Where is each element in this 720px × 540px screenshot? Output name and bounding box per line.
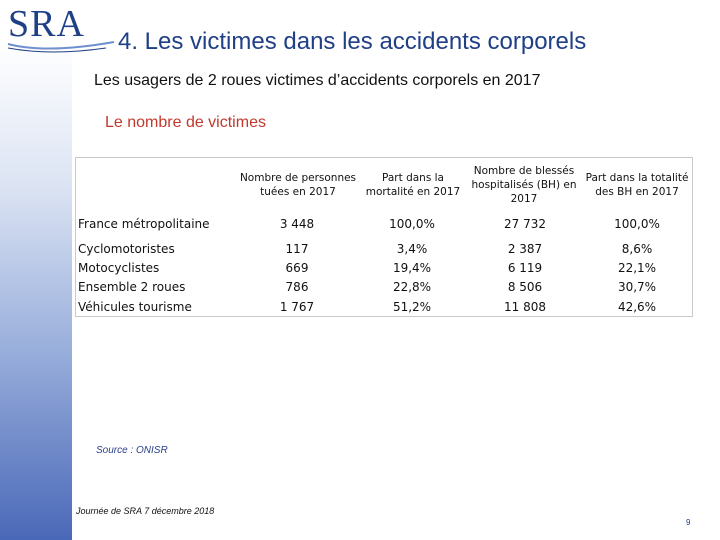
header-killed: Nombre de personnes tuées en 2017 — [239, 172, 357, 198]
cell-france-mortality: 100,0% — [389, 217, 435, 231]
source-note: Source : ONISR — [96, 445, 168, 456]
header-hospitalized-share: Part dans la totalité des BH en 2017 — [585, 172, 689, 198]
cell-2roues-hospitalized: 8 506 — [507, 280, 543, 294]
logo-swoosh-icon — [6, 34, 116, 54]
slide-subtitle: Les usagers de 2 roues victimes d’accidents corporels en 2017 — [94, 72, 541, 89]
cell-vt-killed: 1 767 — [279, 300, 315, 314]
section-title: Le nombre de victimes — [105, 114, 266, 131]
sra-logo — [6, 4, 116, 54]
cell-france-hospitalized: 27 732 — [504, 217, 546, 231]
row-label-france: France métropolitaine — [78, 217, 210, 231]
cell-moto-bh-share: 22,1% — [617, 261, 657, 275]
cell-vt-mortality: 51,2% — [392, 300, 432, 314]
cell-2roues-mortality: 22,8% — [392, 280, 432, 294]
sidebar-gradient — [0, 0, 72, 540]
cell-vt-hospitalized: 11 808 — [504, 300, 546, 314]
footer-text: Journée de SRA 7 décembre 2018 — [76, 506, 215, 516]
cell-cyclo-mortality: 3,4% — [396, 242, 428, 256]
row-label-vehicules-tourisme: Véhicules tourisme — [78, 300, 192, 314]
cell-france-killed: 3 448 — [279, 217, 315, 231]
cell-vt-bh-share: 42,6% — [617, 300, 657, 314]
cell-moto-killed: 669 — [285, 261, 309, 275]
slide-title: 4. Les victimes dans les accidents corporels — [118, 28, 587, 55]
row-label-cyclomotoristes: Cyclomotoristes — [78, 242, 175, 256]
cell-moto-mortality: 19,4% — [392, 261, 432, 275]
page-number: 9 — [686, 518, 691, 527]
cell-moto-hospitalized: 6 119 — [507, 261, 543, 275]
cell-france-bh-share: 100,0% — [614, 217, 660, 231]
cell-2roues-killed: 786 — [285, 280, 309, 294]
logo-text: SRA — [8, 3, 85, 45]
row-label-motocyclistes: Motocyclistes — [78, 261, 160, 275]
victims-table — [75, 157, 693, 317]
cell-cyclo-hospitalized: 2 387 — [507, 242, 543, 256]
cell-2roues-bh-share: 30,7% — [617, 280, 657, 294]
cell-cyclo-killed: 117 — [285, 242, 309, 256]
header-hospitalized: Nombre de blessés hospitalisés (BH) en 2017 — [471, 165, 577, 205]
cell-cyclo-bh-share: 8,6% — [621, 242, 653, 256]
row-label-ensemble-2-roues: Ensemble 2 roues — [78, 280, 186, 294]
header-mortality-share: Part dans la mortalité en 2017 — [365, 172, 461, 198]
